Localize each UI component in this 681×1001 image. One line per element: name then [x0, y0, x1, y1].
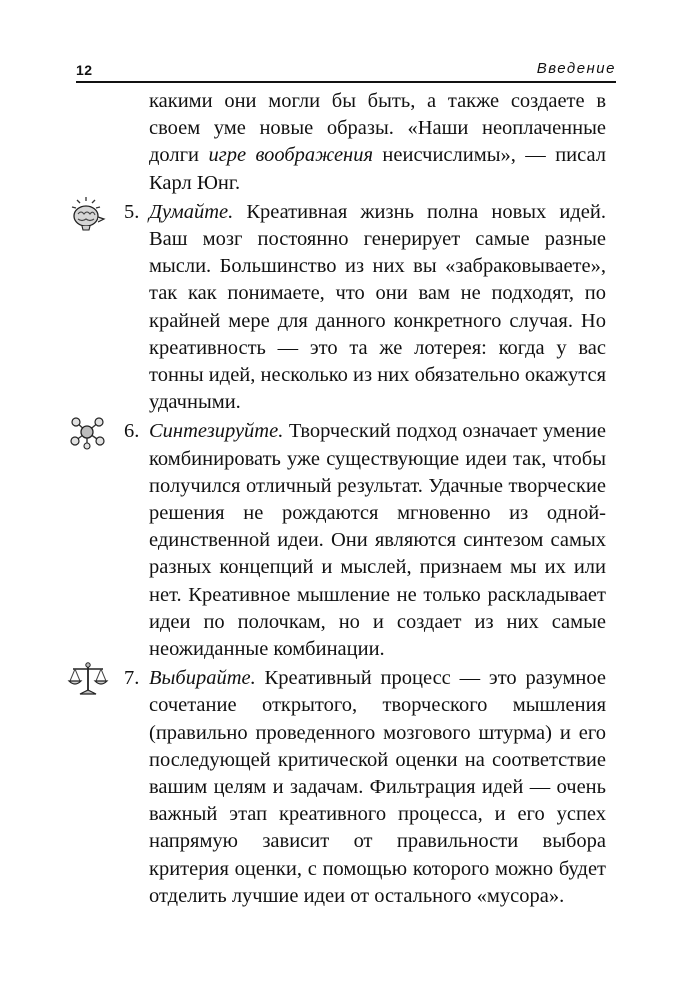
item-text: Креативная жизнь полна новых идей. Ваш мозг постоянно генерирует самые разные мысли. Большинство из них вы «забраковываете», так как понимаете, что они вам не подходят, по крайней мере для данного конкретного случая. Но креативность — это та же лотерея: когда у вас тонны идей, несколько из них обязательно окажутся удачными.	[149, 200, 606, 414]
continuation-text-before: какими они могли бы быть, а также создаете в своем уме новые образы. «Наши неоплаченные долги	[149, 90, 606, 167]
item-text: Творческий подход означает умение комбинировать уже существующие идеи так, чтобы получился отличный результат. Удачные творческие решения не рождаются мгновенно из одной-единственной идеи. Они являются синтезом самых разных концепций и мыслей, признаем мы их или нет. Креативное мышление не только раскладывает идеи по полочкам, но и создает из них самые неожиданные комбинации.	[149, 420, 606, 661]
thinking-head-icon	[66, 195, 110, 231]
scales-icon	[66, 661, 110, 697]
molecule-icon	[66, 414, 110, 450]
item-lead-word: Думайте.	[149, 200, 234, 223]
continuation-emphasis: игре воображения	[208, 144, 373, 167]
running-head: Введение	[536, 60, 616, 77]
continuation-text-after: неисчислимы», — писал Карл Юнг.	[149, 144, 606, 194]
item-lead-word: Выбирайте.	[149, 667, 256, 690]
item-lead-word: Синтезируйте.	[149, 420, 284, 443]
list-item-6	[80, 418, 606, 663]
page-header	[76, 52, 616, 82]
list-item-5	[80, 199, 606, 417]
list-item-7	[80, 665, 606, 910]
item-number: 7.	[124, 667, 140, 690]
continuation-paragraph	[80, 88, 606, 197]
item-number: 5.	[124, 200, 140, 223]
header-rule	[76, 81, 616, 83]
body-text	[80, 88, 606, 910]
item-text: Креативный процесс — это разумное сочетание открытого, творческого мышления (правильно проведенного мозгового штурма) и его последующей критической оценки на соответствие вашим целям и задачам. Фильтрация идей — очень важный этап креативного процесса, и его успех напрямую зависит от правильности выбора критерия оценки, с помощью которого можно будет отделить лучшие идеи от остального «мусора».	[149, 667, 606, 907]
item-number: 6.	[124, 420, 140, 443]
page-number: 12	[76, 62, 93, 78]
